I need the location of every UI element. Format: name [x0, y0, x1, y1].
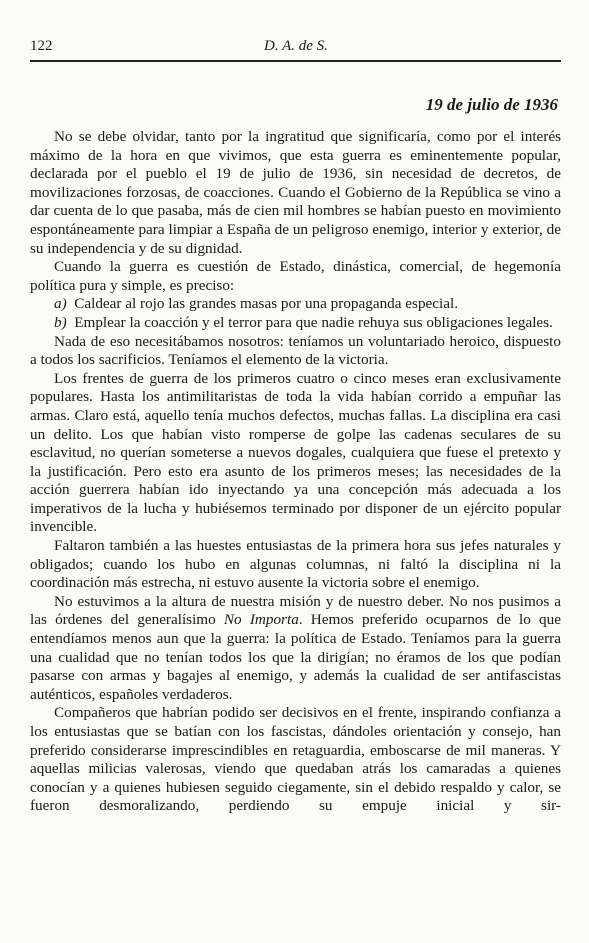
paragraph: Faltaron también a las huestes entusiastas de la primera hora sus jefes naturales y obligados; cuando los hubo en algunas columnas, ni faltó la disciplina ni la coordinación más estrecha, ni estuvo ausente la victoria sobre el enemigo. — [30, 537, 561, 592]
list-item — [30, 314, 561, 333]
list-marker: a) — [54, 295, 67, 313]
list-marker: b) — [54, 313, 67, 331]
paragraph: Nada de eso necesitábamos nosotros: teníamos un voluntariado heroico, dispuesto a todos los sacrificios. Teníamos el elemento de la victoria. — [30, 332, 561, 369]
section-heading: 19 de julio de 1936 — [425, 95, 558, 114]
paragraph: No se debe olvidar, tanto por la ingratitud que significaría, como por el interés máximo de la hora en que vivimos, que esta guerra es eminentemente popular, declarada por el pueblo el 19 de julio de 1936, sin necesidad de decretos, de movilizaciones forzosas, de coacciones. Cuando el Gobierno de la República se vino a dar cuenta de lo que pasaba, más de cien mil hombres se habían puesto en movimiento espontáneamente para limpiar a España de un peligroso enemigo, interior y exterior, de su independencia y de su dignidad. — [30, 128, 561, 257]
paragraph: Cuando la guerra es cuestión de Estado, dinástica, comercial, de hegemonía política pura y simple, es preciso: — [30, 258, 561, 294]
running-head: D. A. de S. — [264, 38, 328, 54]
header-rule — [30, 60, 561, 62]
list-item — [30, 295, 561, 314]
italic-phrase: No Importa — [223, 611, 299, 629]
paragraph-text: No estuvimos a la altura de nuestra misión y de nuestro deber. No nos pusimos a las órdenes del generalísimo — [30, 592, 561, 629]
list-item-text: Emplear la coacción y el terror para que nadie rehuya sus obligaciones legales. — [74, 313, 553, 331]
body-text — [30, 128, 561, 816]
list-item-text: Caldear al rojo las grandes masas por una propaganda especial. — [74, 295, 459, 313]
paragraph: Compañeros que habrían podido ser decisivos en el frente, inspirando confianza a los entusiastas que se batían con los fascistas, dándoles orientación y consejo, han preferido considerarse imprescindibles en retaguardia, emboscarse de mil maneras. Y aquellas milicias valerosas, viendo que quedaban atrás los camaradas a quienes conocían y a quienes hubiesen seguido ciegamente, sin el debido respaldo y calor, se fueron desmoralizando, perdiendo su empuje inicial y sir- — [30, 704, 561, 815]
page-number: 122 — [30, 38, 53, 54]
paragraph — [30, 593, 561, 705]
paragraph: Los frentes de guerra de los primeros cuatro o cinco meses eran exclusivamente populares. Hasta los antimilitaristas de toda la vida habían corrido a empuñar las armas. Claro está, aquello tenía muchos defectos, muchas fallas. La disciplina era casi un delito. Los que habían visto romperse de golpe las cadenas seculares de su esclavitud, no querían someterse a nuevos dogales, cualquiera que fuese el pretexto y la justificación. Pero esto era asunto de los primeros meses; las necesidades de la acción guerrera habían ido inyectando ya una concepción más adecuada a los imperativos de la lucha y hubiésemos terminado por disponer de un ejército popular invencible. — [30, 369, 561, 536]
paragraph-text: . Hemos preferido ocuparnos de lo que entendíamos menos aun que la guerra: la política de Estado. Teníamos para la guerra una cualidad que no tenían todos los que la dirigían; no éramos de los que podían pasarse con armas y bagajes al enemigo, y además la cualidad de ser antifascistas auténticos, españoles verdaderos. — [30, 611, 561, 703]
